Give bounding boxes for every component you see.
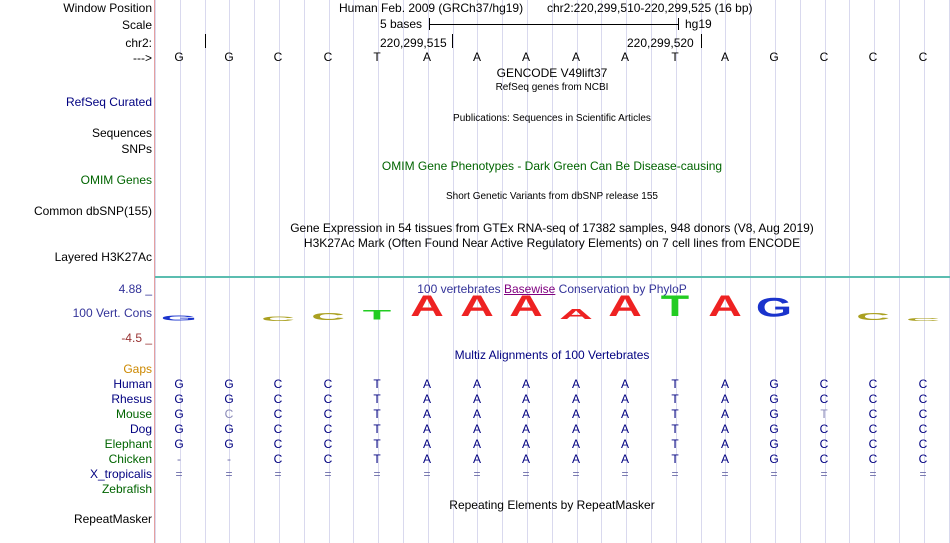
dbsnp-title: Short Genetic Variants from dbSNP release 155 bbox=[446, 191, 658, 202]
alignment-base: A bbox=[472, 422, 482, 436]
alignment-base: A bbox=[521, 452, 531, 466]
alignment-base: T bbox=[373, 407, 381, 421]
alignment-base: T bbox=[373, 392, 381, 406]
reference-base: A bbox=[571, 50, 581, 64]
scale-db: hg19 bbox=[685, 17, 712, 31]
chrom-ruler-tick bbox=[205, 34, 206, 48]
strand-label: ---> bbox=[133, 51, 152, 65]
alignment-base: G bbox=[224, 392, 234, 406]
alignment-base: = bbox=[225, 467, 233, 481]
reference-base: G bbox=[769, 50, 779, 64]
alignment-base: A bbox=[620, 377, 630, 391]
conservation-min: -4.5 _ bbox=[121, 331, 152, 345]
alignment-base: T bbox=[671, 377, 679, 391]
alignment-base: = bbox=[621, 467, 629, 481]
grid-line bbox=[254, 0, 255, 543]
alignment-base: A bbox=[620, 452, 630, 466]
conservation-letter: C bbox=[261, 315, 295, 323]
alignment-base: A bbox=[422, 392, 432, 406]
alignment-base: T bbox=[671, 422, 679, 436]
alignment-base: C bbox=[868, 422, 878, 436]
alignment-base: G bbox=[174, 392, 184, 406]
reference-base: C bbox=[918, 50, 928, 64]
conservation-letter: G bbox=[160, 314, 198, 323]
basewise-link[interactable]: Basewise bbox=[503, 282, 556, 296]
reference-base: G bbox=[224, 50, 234, 64]
conservation-top-line bbox=[155, 276, 950, 278]
h3k27ac-title: H3K27Ac Mark (Often Found Near Active Regulatory Elements) on 7 cell lines from ENCODE bbox=[303, 236, 801, 250]
conservation-letter: T bbox=[362, 307, 392, 323]
alignment-base: = bbox=[919, 467, 927, 481]
phylop-link[interactable]: PhyloP bbox=[648, 282, 687, 296]
scale-label: Scale bbox=[121, 18, 152, 32]
snps-label[interactable]: SNPs bbox=[121, 142, 152, 156]
alignment-base: = bbox=[572, 467, 580, 481]
alignment-base: = bbox=[522, 467, 530, 481]
alignment-base: G bbox=[769, 407, 779, 421]
species-label[interactable]: Human bbox=[113, 377, 152, 391]
ruler-tick-a bbox=[452, 34, 453, 48]
reference-base: C bbox=[868, 50, 878, 64]
alignment-base: = bbox=[671, 467, 679, 481]
refseq-curated-label[interactable]: RefSeq Curated bbox=[65, 95, 152, 109]
reference-base: A bbox=[422, 50, 432, 64]
alignment-base: G bbox=[174, 377, 184, 391]
alignment-base: A bbox=[422, 437, 432, 451]
alignment-base: C bbox=[273, 377, 283, 391]
alignment-base: A bbox=[422, 452, 432, 466]
alignment-base: A bbox=[571, 377, 581, 391]
grid-line bbox=[899, 0, 900, 543]
alignment-base: A bbox=[422, 377, 432, 391]
conservation-letter: A bbox=[708, 290, 742, 323]
species-label[interactable]: Zebrafish bbox=[101, 482, 152, 496]
alignment-base: A bbox=[472, 437, 482, 451]
alignment-base: G bbox=[769, 377, 779, 391]
alignment-base: C bbox=[819, 437, 829, 451]
conservation-letter: A bbox=[410, 290, 444, 323]
alignment-base: A bbox=[422, 422, 432, 436]
alignment-base: C bbox=[918, 422, 928, 436]
omim-title: OMIM Gene Phenotypes - Dark Green Can Be Disease-causing bbox=[381, 159, 723, 173]
alignment-base: A bbox=[720, 452, 730, 466]
alignment-base: G bbox=[224, 422, 234, 436]
alignment-base: A bbox=[521, 377, 531, 391]
alignment-base: A bbox=[620, 407, 630, 421]
alignment-base: T bbox=[671, 452, 679, 466]
grid-line bbox=[403, 0, 404, 543]
conservation-letter: A bbox=[559, 306, 593, 323]
alignment-base: A bbox=[620, 392, 630, 406]
alignment-base: = bbox=[423, 467, 431, 481]
conservation-letter: A bbox=[608, 290, 642, 323]
reference-base: A bbox=[521, 50, 531, 64]
alignment-base: C bbox=[918, 407, 928, 421]
alignment-base: C bbox=[918, 392, 928, 406]
alignment-base: = bbox=[274, 467, 282, 481]
alignment-base: T bbox=[373, 377, 381, 391]
alignment-base: C bbox=[273, 407, 283, 421]
alignment-base: A bbox=[521, 437, 531, 451]
species-label[interactable]: Rhesus bbox=[111, 392, 152, 406]
alignment-base: C bbox=[918, 437, 928, 451]
species-label[interactable]: Elephant bbox=[104, 437, 152, 451]
alignment-base: = bbox=[473, 467, 481, 481]
alignment-base: = bbox=[721, 467, 729, 481]
alignment-base: T bbox=[373, 452, 381, 466]
species-label[interactable]: Dog bbox=[129, 422, 152, 436]
alignment-base: C bbox=[918, 452, 928, 466]
reference-base: A bbox=[720, 50, 730, 64]
alignment-base: G bbox=[174, 407, 184, 421]
alignment-base: = bbox=[175, 467, 183, 481]
alignment-base: A bbox=[472, 377, 482, 391]
alignment-base: G bbox=[224, 377, 234, 391]
species-label[interactable]: Chicken bbox=[108, 452, 152, 466]
alignment-base: G bbox=[174, 422, 184, 436]
alignment-base: C bbox=[819, 377, 829, 391]
species-label[interactable]: X_tropicalis bbox=[89, 467, 152, 481]
alignment-base: C bbox=[868, 377, 878, 391]
alignment-base: = bbox=[324, 467, 332, 481]
conservation-max: 4.88 _ bbox=[118, 282, 152, 296]
alignment-base: C bbox=[868, 437, 878, 451]
alignment-base: A bbox=[571, 422, 581, 436]
common-dbsnp-label[interactable]: Common dbSNP(155) bbox=[33, 204, 152, 218]
reference-base: G bbox=[174, 50, 184, 64]
reference-base: C bbox=[273, 50, 283, 64]
conservation-letter: A bbox=[460, 290, 494, 323]
alignment-base: G bbox=[769, 422, 779, 436]
alignment-base: A bbox=[521, 422, 531, 436]
grid-line bbox=[155, 0, 156, 543]
alignment-base: C bbox=[868, 452, 878, 466]
alignment-base: A bbox=[720, 392, 730, 406]
alignment-base: T bbox=[671, 437, 679, 451]
reference-base: C bbox=[323, 50, 333, 64]
grid-line bbox=[800, 0, 801, 543]
alignment-base: T bbox=[671, 407, 679, 421]
alignment-base: = bbox=[373, 467, 381, 481]
ruler-pos-b: 220,299,520 bbox=[627, 36, 694, 50]
refseq-subtitle: RefSeq genes from NCBI bbox=[495, 82, 609, 93]
alignment-base: C bbox=[323, 437, 333, 451]
conservation-letter: A bbox=[509, 290, 543, 323]
conservation-letter: C bbox=[856, 310, 890, 323]
scale-text: 5 bases bbox=[380, 17, 423, 31]
grid-line bbox=[849, 0, 850, 543]
alignment-base: C bbox=[224, 407, 234, 421]
species-label[interactable]: Mouse bbox=[115, 407, 152, 421]
ruler-tick-b bbox=[701, 34, 702, 48]
alignment-base: T bbox=[373, 437, 381, 451]
alignment-base: T bbox=[820, 407, 828, 421]
scale-bar bbox=[429, 24, 678, 25]
grid-line bbox=[651, 0, 652, 543]
grid-line bbox=[701, 0, 702, 543]
alignment-base: C bbox=[323, 452, 333, 466]
alignment-base: A bbox=[472, 392, 482, 406]
alignment-base: C bbox=[273, 392, 283, 406]
gaps-label[interactable]: Gaps bbox=[123, 362, 152, 376]
alignment-base: = bbox=[820, 467, 828, 481]
alignment-base: - bbox=[227, 452, 231, 466]
alignment-base: C bbox=[868, 392, 878, 406]
alignment-base: C bbox=[323, 377, 333, 391]
ruler-pos-a: 220,299,515 bbox=[380, 36, 447, 50]
alignment-base: A bbox=[422, 407, 432, 421]
omim-genes-label[interactable]: OMIM Genes bbox=[80, 173, 152, 187]
alignment-base: A bbox=[620, 422, 630, 436]
conservation-letter: G bbox=[755, 293, 793, 323]
label-separator bbox=[154, 0, 155, 543]
grid-line bbox=[353, 0, 354, 543]
vert-cons-label[interactable]: 100 Vert. Cons bbox=[72, 306, 152, 320]
alignment-base: A bbox=[571, 452, 581, 466]
alignment-base: A bbox=[472, 452, 482, 466]
grid-line bbox=[750, 0, 751, 543]
alignment-base: C bbox=[323, 392, 333, 406]
gencode-title[interactable]: GENCODE V49lift37 bbox=[496, 66, 608, 80]
grid-line bbox=[304, 0, 305, 543]
alignment-base: A bbox=[521, 407, 531, 421]
alignment-base: T bbox=[671, 392, 679, 406]
alignment-base: A bbox=[571, 437, 581, 451]
assembly-text: Human Feb. 2009 (GRCh37/hg19) bbox=[339, 1, 524, 15]
grid-line bbox=[453, 0, 454, 543]
alignment-base: A bbox=[571, 407, 581, 421]
alignment-base: C bbox=[819, 452, 829, 466]
repeatmasker-title: Repeating Elements by RepeatMasker bbox=[449, 498, 655, 512]
alignment-base: A bbox=[720, 422, 730, 436]
reference-base: T bbox=[671, 50, 679, 64]
alignment-base: G bbox=[769, 392, 779, 406]
grid-line bbox=[205, 0, 206, 543]
alignment-base: C bbox=[273, 452, 283, 466]
alignment-base: A bbox=[571, 392, 581, 406]
conservation-letter: T bbox=[660, 290, 690, 323]
reference-base: C bbox=[819, 50, 829, 64]
alignment-base: A bbox=[472, 407, 482, 421]
alignment-base: C bbox=[273, 422, 283, 436]
gtex-title: Gene Expression in 54 tissues from GTEx RNA-seq of 17382 samples, 948 donors (V8, Aug 2019) bbox=[290, 221, 814, 235]
reference-base: A bbox=[472, 50, 482, 64]
sequences-label[interactable]: Sequences bbox=[91, 126, 152, 140]
alignment-base: A bbox=[720, 407, 730, 421]
publications-title: Publications: Sequences in Scientific Articles bbox=[453, 113, 651, 124]
alignment-base: G bbox=[224, 437, 234, 451]
window-position-label: Window Position bbox=[63, 1, 152, 15]
alignment-base: A bbox=[720, 437, 730, 451]
alignment-base: G bbox=[769, 437, 779, 451]
reference-base: T bbox=[373, 50, 381, 64]
alignment-base: C bbox=[918, 377, 928, 391]
coordinates-text: chr2:220,299,510-220,299,525 (16 bp) bbox=[547, 1, 753, 15]
alignment-base: C bbox=[868, 407, 878, 421]
multiz-title: Multiz Alignments of 100 Vertebrates bbox=[454, 348, 650, 362]
alignment-base: C bbox=[819, 392, 829, 406]
alignment-base: G bbox=[769, 452, 779, 466]
alignment-base: G bbox=[174, 437, 184, 451]
alignment-base: T bbox=[373, 422, 381, 436]
alignment-base: C bbox=[323, 422, 333, 436]
conservation-title: 100 vertebrates Basewise Conservation by PhyloP bbox=[417, 282, 687, 296]
scale-bar-right-tick bbox=[678, 18, 679, 30]
chrom-label: chr2: bbox=[125, 36, 152, 50]
alignment-base: C bbox=[819, 422, 829, 436]
alignment-base: - bbox=[177, 452, 181, 466]
repeatmasker-label[interactable]: RepeatMasker bbox=[73, 512, 152, 526]
alignment-base: = bbox=[770, 467, 778, 481]
conservation-letter: C bbox=[311, 310, 345, 323]
alignment-base: A bbox=[720, 377, 730, 391]
reference-base: A bbox=[620, 50, 630, 64]
alignment-base: A bbox=[521, 392, 531, 406]
alignment-base: A bbox=[620, 437, 630, 451]
conservation-letter: C bbox=[906, 317, 940, 323]
alignment-base: C bbox=[273, 437, 283, 451]
alignment-base: C bbox=[323, 407, 333, 421]
layered-h3k27ac-label[interactable]: Layered H3K27Ac bbox=[54, 250, 152, 264]
alignment-base: = bbox=[869, 467, 877, 481]
